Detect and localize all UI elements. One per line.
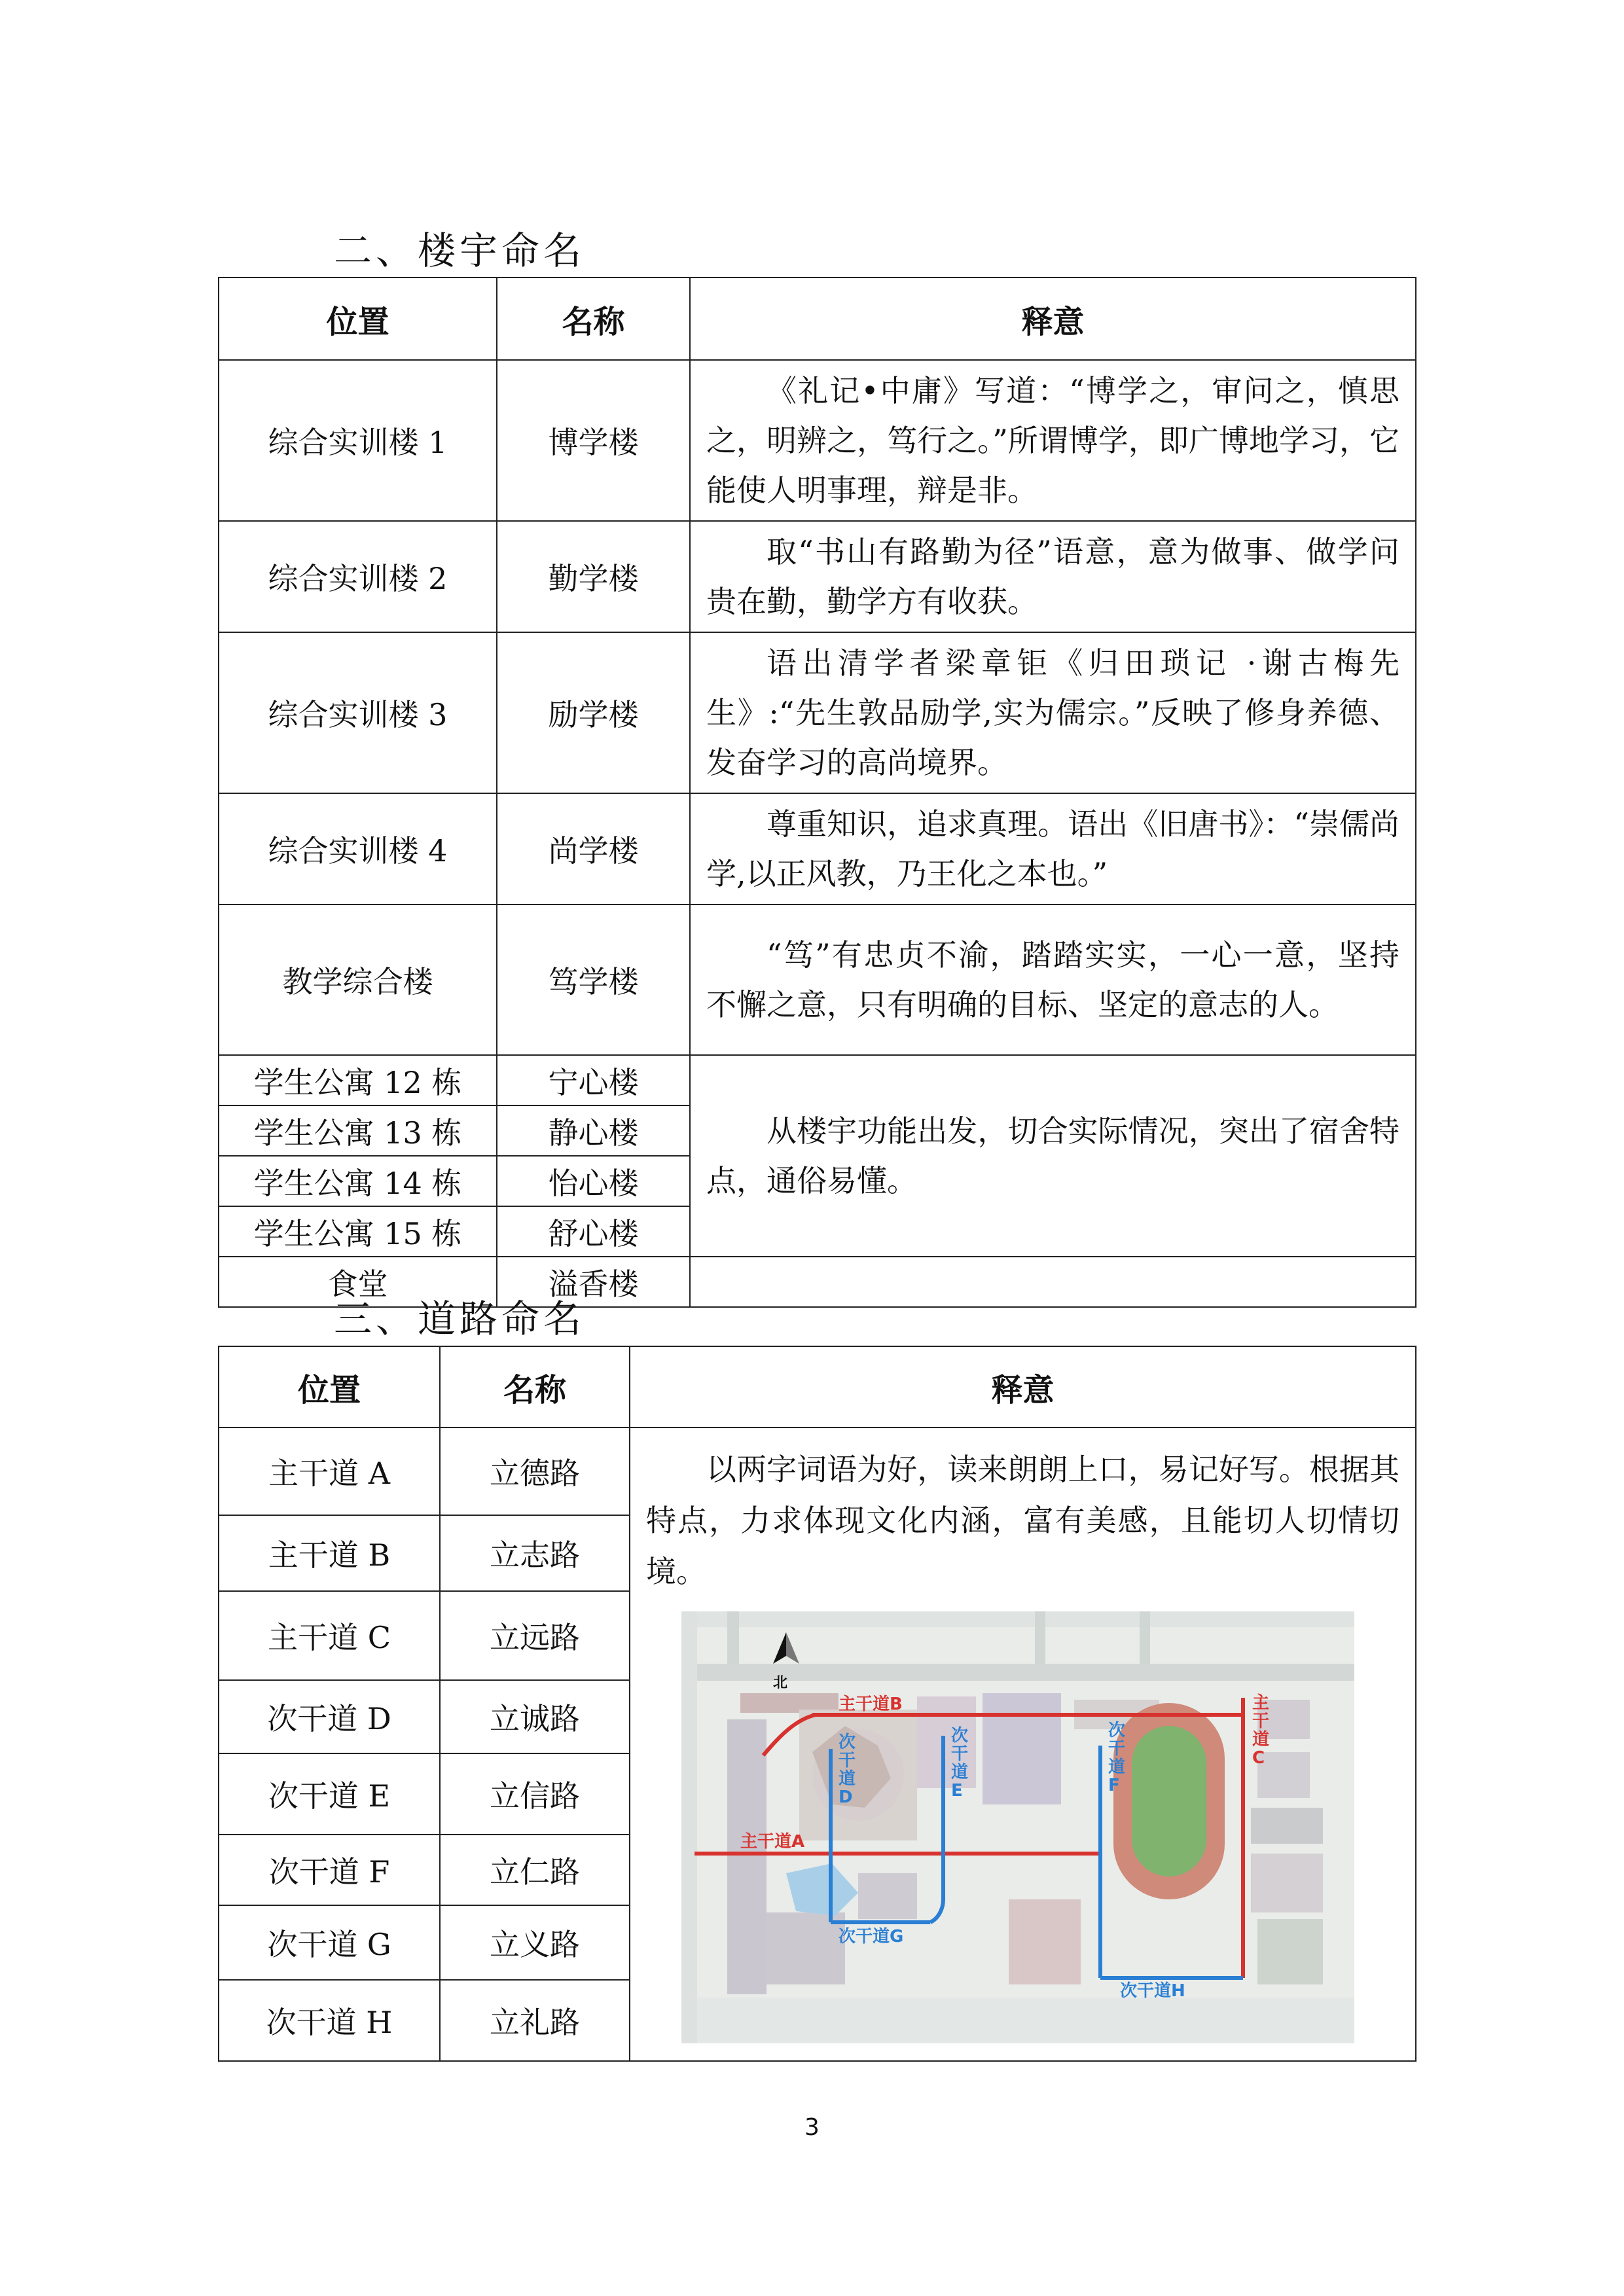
cell-location: 次干道 H — [219, 1980, 440, 2061]
cell-name: 立礼路 — [440, 1980, 630, 2061]
cell-name: 立信路 — [440, 1753, 630, 1835]
road-label-a: 主干道A — [740, 1832, 805, 1852]
cell-road-meaning — [630, 1427, 1416, 2061]
map-building — [858, 1873, 917, 1919]
cell-location: 主干道 C — [219, 1591, 440, 1680]
map-building — [983, 1693, 1061, 1804]
cell-location: 综合实训楼 3 — [219, 632, 497, 793]
header-meaning: 释意 — [630, 1346, 1416, 1427]
road-label-g: 次干道G — [839, 1927, 904, 1946]
header-name: 名称 — [440, 1346, 630, 1427]
cell-name: 尚学楼 — [497, 793, 690, 905]
cell-location: 次干道 E — [219, 1753, 440, 1835]
cell-location: 主干道 A — [219, 1427, 440, 1515]
cell-name: 立远路 — [440, 1591, 630, 1680]
cell-name: 舒心楼 — [497, 1206, 690, 1257]
cell-name: 宁心楼 — [497, 1055, 690, 1105]
table-header-row — [219, 278, 1416, 360]
table-row — [219, 360, 1416, 521]
cell-name: 立诚路 — [440, 1680, 630, 1753]
cell-location: 学生公寓 14 栋 — [219, 1156, 497, 1206]
cell-meaning: 尊重知识，追求真理。语出《旧唐书》：“崇儒尚学,以正风教，乃王化之本也。” — [690, 793, 1416, 905]
road-label-b: 主干道B — [839, 1695, 903, 1714]
cell-name: 立德路 — [440, 1427, 630, 1515]
cell-location: 次干道 G — [219, 1905, 440, 1980]
cell-name: 立义路 — [440, 1905, 630, 1980]
cell-name: 溢香楼 — [497, 1257, 690, 1307]
cell-location: 食堂 — [219, 1257, 497, 1307]
road-label-c: 主干道 C — [1252, 1693, 1270, 1768]
road-meaning-text: 以两字词语为好，读来朗朗上口，易记好写。根据其特点，力求体现文化内涵，富有美感，且能切人切情切境。 — [646, 1452, 1399, 1589]
cell-name: 立志路 — [440, 1515, 630, 1591]
header-name: 名称 — [497, 278, 690, 360]
north-label: 北 — [773, 1675, 788, 1691]
cell-name: 勤学楼 — [497, 521, 690, 632]
section-title-buildings: 二、楼宇命名 — [334, 228, 586, 273]
campus-road-map — [681, 1611, 1354, 2043]
building-naming-table — [218, 277, 1416, 1308]
cell-location: 教学综合楼 — [219, 905, 497, 1055]
map-building — [1009, 1899, 1081, 1984]
cell-meaning: 取“书山有路勤为径”语意，意为做事、做学问贵在勤，勤学方有收获。 — [690, 521, 1416, 632]
road-label-f: 次干道 F — [1108, 1721, 1126, 1795]
table-header-row — [219, 1346, 1416, 1427]
table-row — [219, 632, 1416, 793]
map-building — [727, 1719, 767, 1994]
cell-meaning: 《礼记•中庸》写道：“博学之，审问之，慎思之，明辨之，笃行之。”所谓博学，即广博地学习，它能使人明事理，辩是非。 — [690, 360, 1416, 521]
table-row — [219, 905, 1416, 1055]
section-title-roads: 三、道路命名 — [334, 1297, 586, 1341]
cell-location: 主干道 B — [219, 1515, 440, 1591]
cell-name: 励学楼 — [497, 632, 690, 793]
table-row — [219, 1427, 1416, 1515]
cell-location: 次干道 F — [219, 1835, 440, 1905]
cell-meaning: 语出清学者梁章钜《归田琐记 ·谢古梅先生》:“先生敦品励学,实为儒宗。”反映了修身养德、发奋学习的高尚境界。 — [690, 632, 1416, 793]
table-row — [219, 1055, 1416, 1105]
cell-name: 笃学楼 — [497, 905, 690, 1055]
road-label-e: 次干道 E — [951, 1726, 969, 1801]
cell-location: 综合实训楼 2 — [219, 521, 497, 632]
table-row — [219, 521, 1416, 632]
cell-location: 学生公寓 15 栋 — [219, 1206, 497, 1257]
table-row — [219, 793, 1416, 905]
page-number: 3 — [804, 2114, 820, 2141]
cell-name: 怡心楼 — [497, 1156, 690, 1206]
cell-name: 博学楼 — [497, 360, 690, 521]
cell-location: 学生公寓 12 栋 — [219, 1055, 497, 1105]
cell-name: 立仁路 — [440, 1835, 630, 1905]
map-field — [1132, 1726, 1206, 1876]
cell-location: 学生公寓 13 栋 — [219, 1105, 497, 1156]
header-meaning: 释意 — [690, 278, 1416, 360]
road-label-h: 次干道H — [1120, 1981, 1185, 2001]
map-bottom-street — [681, 1998, 1354, 2043]
cell-meaning: “笃”有忠贞不渝，踏踏实实，一心一意，坚持不懈之意，只有明确的目标、坚定的意志的人。 — [690, 905, 1416, 1055]
cell-location: 综合实训楼 4 — [219, 793, 497, 905]
cell-name: 静心楼 — [497, 1105, 690, 1156]
header-location: 位置 — [219, 1346, 440, 1427]
cell-location: 综合实训楼 1 — [219, 360, 497, 521]
cell-empty — [690, 1257, 1416, 1307]
cell-group-meaning: 从楼宇功能出发，切合实际情况，突出了宿舍特点，通俗易懂。 — [690, 1055, 1416, 1257]
cell-location: 次干道 D — [219, 1680, 440, 1753]
header-location: 位置 — [219, 278, 497, 360]
road-naming-table — [218, 1346, 1416, 2062]
road-label-d: 次干道 D — [839, 1732, 856, 1807]
